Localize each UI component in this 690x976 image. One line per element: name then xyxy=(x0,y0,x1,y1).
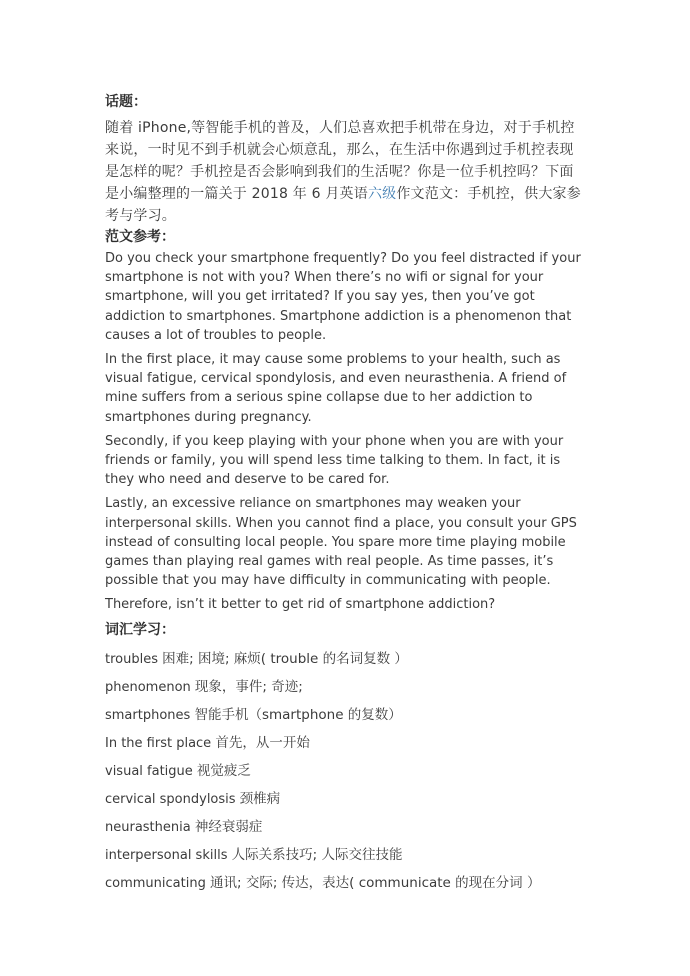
vocab-item-visual-fatigue xyxy=(105,761,585,782)
vocab-item-in-the-first-place xyxy=(105,733,585,754)
vocab-item-interpersonal-skills xyxy=(105,845,585,866)
vocab-term: interpersonal skills xyxy=(105,847,228,863)
vocab-definition: 智能手机（smartphone 的复数） xyxy=(194,706,402,723)
vocab-definition: 现象，事件; 奇迹; xyxy=(194,678,303,695)
vocab-item-cervical-spondylosis xyxy=(105,789,585,810)
topic-paragraph xyxy=(105,117,585,227)
essay-paragraph-5: Therefore, isn’t it better to get rid of smartphone addiction? xyxy=(105,597,496,613)
vocab-term: phenomenon xyxy=(105,679,191,695)
vocab-definition: 困难; 困境; 麻烦( trouble 的名词复数 ） xyxy=(162,650,408,667)
vocabulary-heading: 词汇学习： xyxy=(105,621,175,638)
topic-heading: 话题： xyxy=(105,94,147,110)
vocab-term: communicating xyxy=(105,875,206,891)
vocab-item-phenomenon xyxy=(105,677,585,698)
essay-paragraph-4: Lastly, an excessive reliance on smartphones may weaken your interpersonal skills. When you cannot find a place, you consult your GPS instead of consulting local people. You spare more time playing mobile games than playing real games with real people. As time passes, it’s possible that you may have difficulty in communicating with people. xyxy=(105,496,577,589)
vocab-definition: 视觉疲乏 xyxy=(196,762,251,779)
vocab-definition: 通讯; 交际; 传达，表达( communicate 的现在分词 ） xyxy=(209,874,541,891)
vocab-term: troubles xyxy=(105,651,158,667)
essay-paragraph-1: Do you check your smartphone frequently? Do you feel distracted if your smartphone is not with you? When there’s no wifi or signal for your smartphone, will you get irritated? If you say yes, then you’ve got addiction to smartphones. Smartphone addiction is a phenomenon that causes a lot of troubles to people. xyxy=(105,251,581,343)
vocab-definition: 颈椎病 xyxy=(239,790,281,807)
cet6-link[interactable]: 六级 xyxy=(367,186,397,202)
topic-text-after-link: 作文范文：手机控，供大家参考与学习。 xyxy=(105,186,581,224)
vocab-term: In the first place xyxy=(105,735,212,751)
essay-heading: 范文参考： xyxy=(105,229,175,245)
vocab-item-troubles xyxy=(105,649,585,670)
vocab-definition: 神经衰弱症 xyxy=(194,818,263,835)
vocab-item-smartphones xyxy=(105,705,585,726)
vocab-item-communicating xyxy=(105,873,585,894)
topic-text-before-link: 随着 iPhone,等智能手机的普及，人们总喜欢把手机带在身边，对于手机控来说，一时见不到手机就会心烦意乱，那么，在生活中你遇到过手机控表现是怎样的呢？手机控是否会影响到我们的生活呢？你是一位手机控吗？下面是小编整理的一篇关于 2018 年 6 月英语 xyxy=(105,120,575,202)
essay-paragraph-3: Secondly, if you keep playing with your phone when you are with your friends or family, you will spend less time talking to them. In fact, it is they who need and deserve to be cared for. xyxy=(105,433,564,488)
vocab-definition: 人际关系技巧; 人际交往技能 xyxy=(231,846,403,863)
vocab-definition: 首先，从一开始 xyxy=(215,734,310,751)
vocab-item-neurasthenia xyxy=(105,817,585,838)
vocab-term: neurasthenia xyxy=(105,819,191,835)
vocab-term: visual fatigue xyxy=(105,763,193,779)
vocab-term: smartphones xyxy=(105,707,191,723)
vocab-term: cervical spondylosis xyxy=(105,791,236,807)
essay-paragraph-2: In the first place, it may cause some problems to your health, such as visual fatigue, cervical spondylosis, and even neurasthenia. A friend of mine suffers from a serious spine collapse due to her addiction to smartphones during pregnancy. xyxy=(105,352,567,425)
